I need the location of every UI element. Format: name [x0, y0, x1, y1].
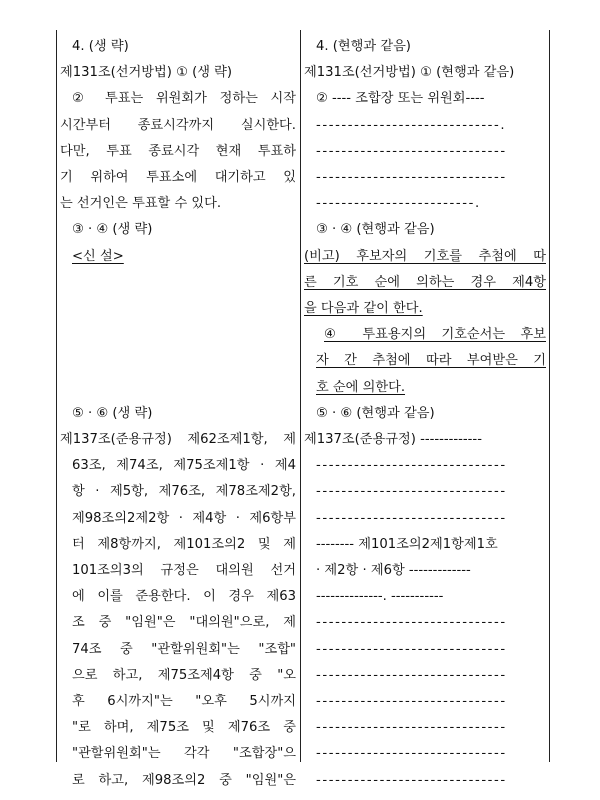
current-text-line: 으로 하고, 제75조제4항 중 "오: [72, 667, 296, 683]
current-text-line: 제137조(준용규정) 제62조제1항, 제: [60, 432, 296, 447]
current-text-line: [60, 322, 296, 348]
revised-text-line: 자 간 추첨에 따라 부여받은 기: [316, 353, 546, 369]
revised-text-line: · 제2항 · 제6항 -------------: [316, 563, 471, 578]
current-text-line: ② 투표는 위원회가 정하는 시작: [72, 91, 296, 107]
revised-text-line: 을 다음과 같이 한다.: [304, 301, 423, 316]
table-rule-left: [56, 30, 57, 762]
revised-text-line: ② ---- 조합장 또는 위원회----: [316, 91, 485, 107]
current-text-line: ③ · ④ (생 략): [72, 222, 153, 238]
current-text-line: ⑤ · ⑥ (생 략): [72, 405, 153, 421]
table-rule-right: [549, 30, 550, 762]
revised-text-line: ------------------------------: [316, 667, 507, 683]
revised-text-line: ------------------------------: [316, 641, 507, 657]
current-text-line: <신 설>: [72, 248, 124, 264]
current-text-line: 조 중 "임원"은 "대의원"으로, 제: [72, 615, 296, 631]
revised-text-line: -------------------------.: [316, 196, 481, 212]
current-text-line: 후 6시까지"는 "오후 5시까지: [72, 694, 296, 709]
revised-text-line: 제131조(선거방법) ① (현행과 같음): [304, 65, 515, 81]
current-text-line: 4. (생 략): [72, 39, 129, 54]
revised-text-line: ------------------------------: [316, 772, 507, 788]
current-text-line: "로 하며, 제75조 및 제76조 중: [72, 720, 296, 736]
revised-text-line: ------------------------------: [316, 746, 507, 762]
revised-text-line: -----------------------------.: [316, 117, 507, 133]
current-text-line: 로 하고, 제98조의2 중 "임원"은: [72, 772, 296, 788]
revised-text-line: ------------------------------: [316, 720, 507, 736]
current-text-line: [60, 375, 296, 401]
revised-text-line: ------------------------------: [316, 694, 507, 709]
revised-text-line: --------------. -----------: [316, 589, 444, 605]
current-text-line: 63조, 제74조, 제75조제1항 · 제4: [72, 458, 296, 474]
revised-text-line: ③ · ④ (현행과 같음): [316, 222, 435, 238]
revised-text-line: ④ 투표용지의 기호순서는 후보: [324, 327, 546, 343]
current-text-line: 101조의3의 규정은 대의원 선거: [72, 563, 296, 578]
revised-text-line: ------------------------------: [316, 484, 507, 500]
current-text-line: 다만, 투표 종료시각 현재 투표하: [60, 143, 296, 159]
revised-text-line: (비고) 후보자의 기호를 추첨에 따: [304, 248, 546, 264]
revised-text-line: ------------------------------: [316, 458, 507, 474]
table-rule-middle: [300, 30, 301, 762]
revised-text-line: ------------------------------: [316, 143, 507, 159]
current-text-line: 터 제8항까지, 제101조의2 및 제: [72, 536, 296, 552]
current-text-line: [60, 270, 296, 296]
revised-text-line: ⑤ · ⑥ (현행과 같음): [316, 405, 435, 421]
current-text-line: 는 선거인은 투표할 수 있다.: [60, 196, 222, 212]
revised-text-line: 호 순에 의한다.: [316, 379, 406, 395]
current-text-line: [60, 296, 296, 322]
current-text-line: 항 · 제5항, 제76조, 제78조제2항,: [72, 484, 296, 500]
current-text-line: 제131조(선거방법) ① (생 략): [60, 65, 233, 81]
revised-text-line: -------- 제101조의2제1항제1호: [316, 536, 498, 552]
current-text-line: 시간부터 종료시각까지 실시한다.: [60, 117, 296, 133]
revised-text-line: ------------------------------: [316, 615, 507, 631]
current-text-line: "관할위원회"는 각각 "조합장"으: [72, 746, 296, 762]
current-text-line: 에 이를 준용한다. 이 경우 제63: [72, 589, 296, 605]
revised-text-line: 른 기호 순에 의하는 경우 제4항: [304, 274, 546, 290]
current-text-line: 제98조의2제2항 · 제4항 · 제6항부: [72, 510, 296, 526]
current-text-line: 기 위하여 투표소에 대기하고 있: [60, 170, 296, 185]
revised-text-line: 4. (현행과 같음): [316, 39, 411, 54]
current-text-line: [60, 348, 296, 374]
revised-text-line: 제137조(준용규정) -------------: [304, 432, 482, 447]
current-text-line: 74조 중 "관할위원회"는 "조합": [72, 641, 296, 657]
revised-text-line: ------------------------------: [316, 170, 507, 185]
revised-text-line: ------------------------------: [316, 510, 507, 526]
